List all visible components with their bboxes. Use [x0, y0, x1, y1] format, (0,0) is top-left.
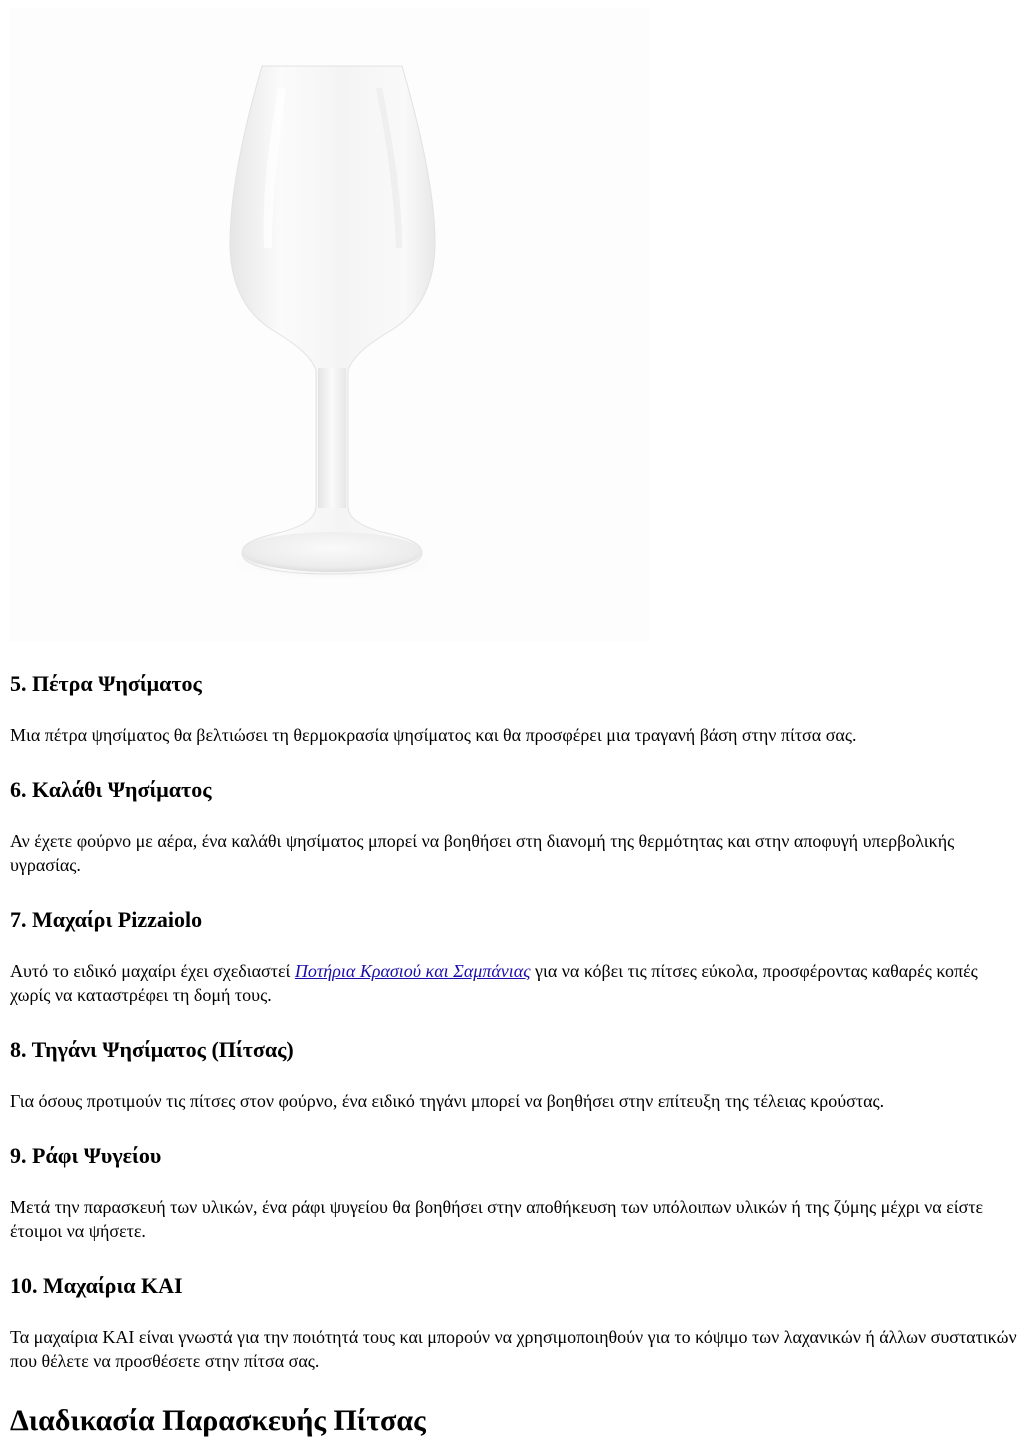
section-text: Για όσους προτιμούν τις πίτσες στον φούρνο, ένα ειδικό τηγάνι μπορεί να βοηθήσει στην επίτευξη της τέλειας κρούστας. — [10, 1091, 885, 1111]
section-heading: 10. Μαχαίρια KAI — [10, 1273, 183, 1298]
section-heading: 5. Πέτρα Ψησίματος — [10, 671, 202, 696]
wine-glass-icon — [10, 8, 650, 642]
product-image — [10, 8, 650, 642]
section-text — [10, 959, 1020, 1007]
wine-glasses-link[interactable]: Ποτήρια Κρασιού και Σαμπάνιας — [294, 961, 531, 981]
section-heading: 6. Καλάθι Ψησίματος — [10, 777, 212, 802]
section-text: Τα μαχαίρια KAI είναι γνωστά για την ποιότητά τους και μπορούν να χρησιμοποιηθούν για το κόψιμο των λαχανικών ή άλλων συστατικών που θέλετε να προσθέσετε στην πίτσα σας. — [10, 1327, 1017, 1371]
section-heading: 7. Μαχαίρι Pizzaiolo — [10, 907, 203, 932]
section-heading: 8. Τηγάνι Ψησίματος (Πίτσας) — [10, 1037, 294, 1062]
section-text-before: Αυτό το ειδικό μαχαίρι έχει σχεδιαστεί — [10, 961, 295, 981]
section-text: Αν έχετε φούρνο με αέρα, ένα καλάθι ψησίματος μπορεί να βοηθήσει στη διανομή της θερμότητας και στην αποφυγή υπερβολικής υγρασίας. — [10, 831, 955, 875]
section-text-after: για να κόβει τις πίτσες εύκολα, προσφέροντας καθαρές κοπές χωρίς να καταστρέφει τη δομή τους. — [10, 961, 978, 1005]
article-content — [10, 668, 1020, 1441]
section-heading: 9. Ράφι Ψυγείου — [10, 1143, 162, 1168]
main-heading: Διαδικασία Παρασκευής Πίτσας — [10, 1404, 426, 1437]
section-text: Μετά την παρασκευή των υλικών, ένα ράφι ψυγείου θα βοηθήσει στην αποθήκευση των υπόλοιπων υλικών ή της ζύμης μέχρι να είστε έτοιμοι να ψήσετε. — [10, 1197, 984, 1241]
section-text: Μια πέτρα ψησίματος θα βελτιώσει τη θερμοκρασία ψησίματος και θα προσφέρει μια τραγανή βάση στην πίτσα σας. — [10, 725, 857, 745]
